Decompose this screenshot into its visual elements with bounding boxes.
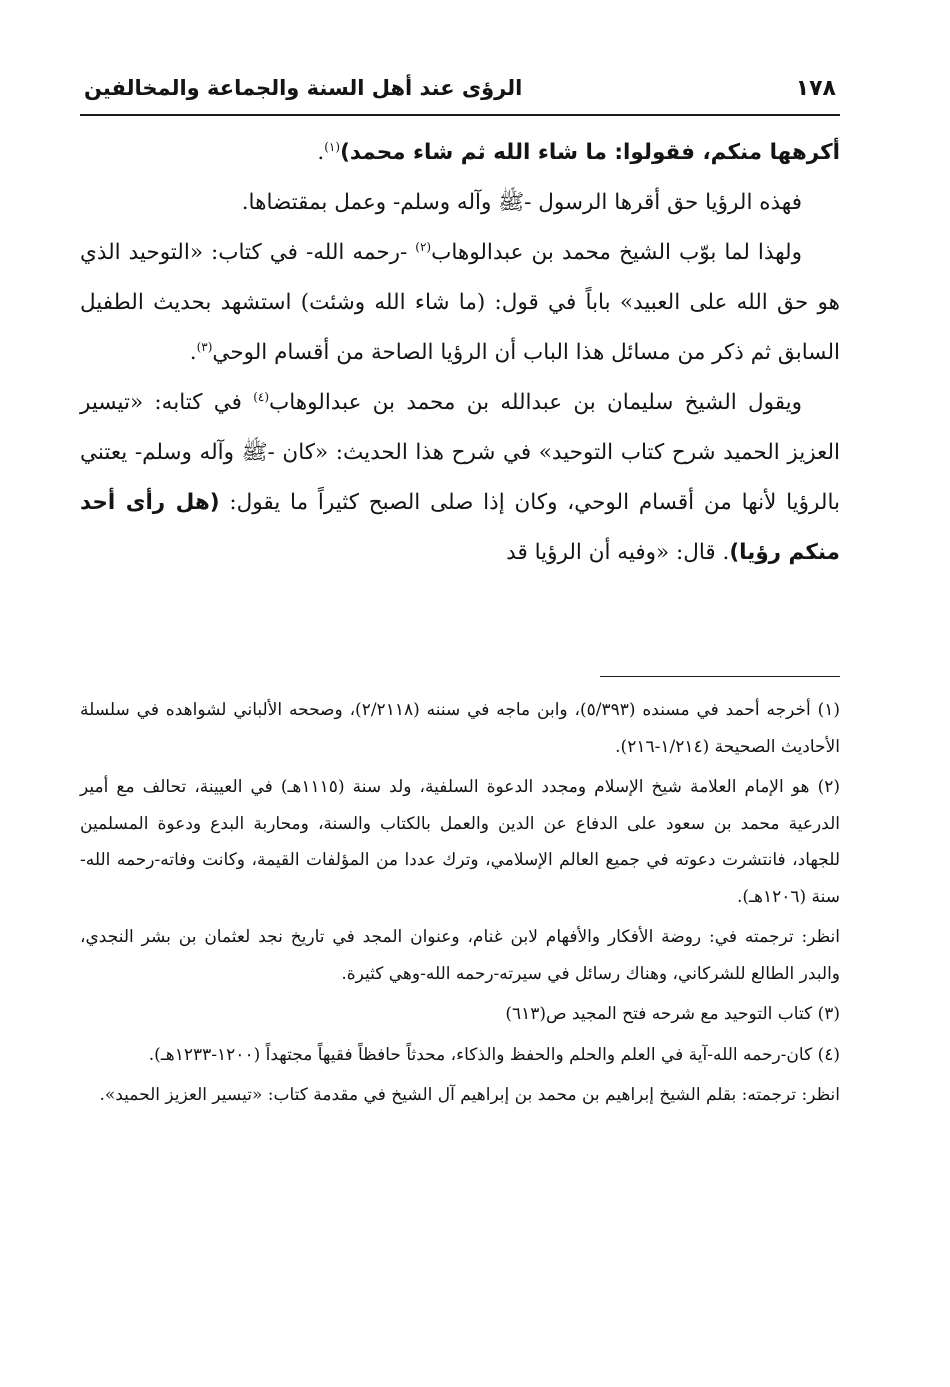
paragraph-4-part-a: ويقول الشيخ سليمان بن عبدالله بن محمد بن عبدالوهاب [269,390,802,415]
book-page [80,0,840,1387]
page-number: ١٧٨ [795,76,836,101]
paragraph-1-end: . [317,140,325,165]
footnote-4: (٤) كان-رحمه الله-آية في العلم والحلم والحفظ والذكاء، محدثاً حافظاً فقيهاً مجتهداً (١٢٠٠-١٢٣٣هـ). [148,1044,840,1065]
footnote-ref-2: (٢) [415,239,432,254]
paragraph-4-part-c: . قال: «وفيه أن الرؤيا قد [506,540,730,565]
quote-bold: أكرهها منكم، فقولوا: ما شاء الله ثم شاء محمد) [340,140,840,165]
footnote-1: (١) أخرجه أحمد في مسنده (٥/٣٩٣)، وابن ماجه في سننه (٢/٢١١٨)، وصححه الألباني لشواهده في سلسلة الأحاديث الصحيحة (١/٢١٤-٢١٦). [80,700,841,757]
page-header [80,70,840,116]
paragraph-3-part-a: ولهذا لما بوّب الشيخ محمد بن عبدالوهاب [431,240,802,265]
footnote-divider [600,676,840,677]
footnote-2: (٢) هو الإمام العلامة شيخ الإسلام ومجدد الدعوة السلفية، ولد سنة (١١١٥هـ) في العيينة، تحالف مع أمير الدرعية محمد بن سعود على الدفاع عن الدين والعمل بالكتاب والسنة، ومحاربة البدع ودعوة المسلمين للجهاد، فانتشرت دعوته في جميع العالم الإسلامي، وترك عددا من المؤلفات القيمة، وكانت وفاته-رحمه الله-سنة (١٢٠٦هـ). [80,777,840,907]
paragraph-2: فهذه الرؤيا حق أقرها الرسول -ﷺ وآله وسلم- وعمل بمقتضاها. [241,190,802,215]
footnote-ref-1: (١) [324,139,341,154]
paragraph-3-end: . [189,340,197,365]
paragraph-3-part-b: -رحمه الله- في كتاب: «التوحيد الذي هو حق الله على العبيد» باباً في قول: (ما شاء الله وشئت) استشهد بحديث الطفيل السابق ثم ذكر من مسائل هذا الباب أن الرؤيا الصاحة من أقسام الوحي [80,240,840,365]
running-title: الرؤى عند أهل السنة والجماعة والمخالفين [84,76,523,100]
paragraph-3 [80,228,840,378]
main-text [80,128,840,578]
footnotes [80,692,840,1118]
paragraph-4-part-b: في كتابه: «تيسير العزيز الحميد شرح كتاب التوحيد» في شرح هذا الحديث: «كان -ﷺ وآله وسلم- يعتني بالرؤيا لأنها من أقسام الوحي، وكان إذا صلى الصبح كثيراً ما يقول: [80,390,840,515]
footnote-4-see: انظر: ترجمته: بقلم الشيخ إبراهيم بن محمد بن إبراهيم آل الشيخ في مقدمة كتاب: «تيسير العزيز الحميد». [99,1085,840,1105]
paragraph-1 [80,128,840,178]
footnote-ref-3: (٣) [196,339,213,354]
hadith-bold: (هل رأى أحد منكم رؤيا) [80,490,840,565]
footnote-2-see: انظر: ترجمته في: روضة الأفكار والأفهام لابن غنام، وعنوان المجد في تاريخ نجد لعثمان بن بشر النجدي، والبدر الطالع للشركاني، وهناك رسائل في سيرته-رحمه الله-وهي كثيرة. [80,927,840,984]
paragraph-4 [80,378,840,578]
footnote-ref-4: (٤) [253,389,270,404]
footnote-3: (٣) كتاب التوحيد مع شرحه فتح المجيد ص(٦١٣) [505,1004,840,1024]
